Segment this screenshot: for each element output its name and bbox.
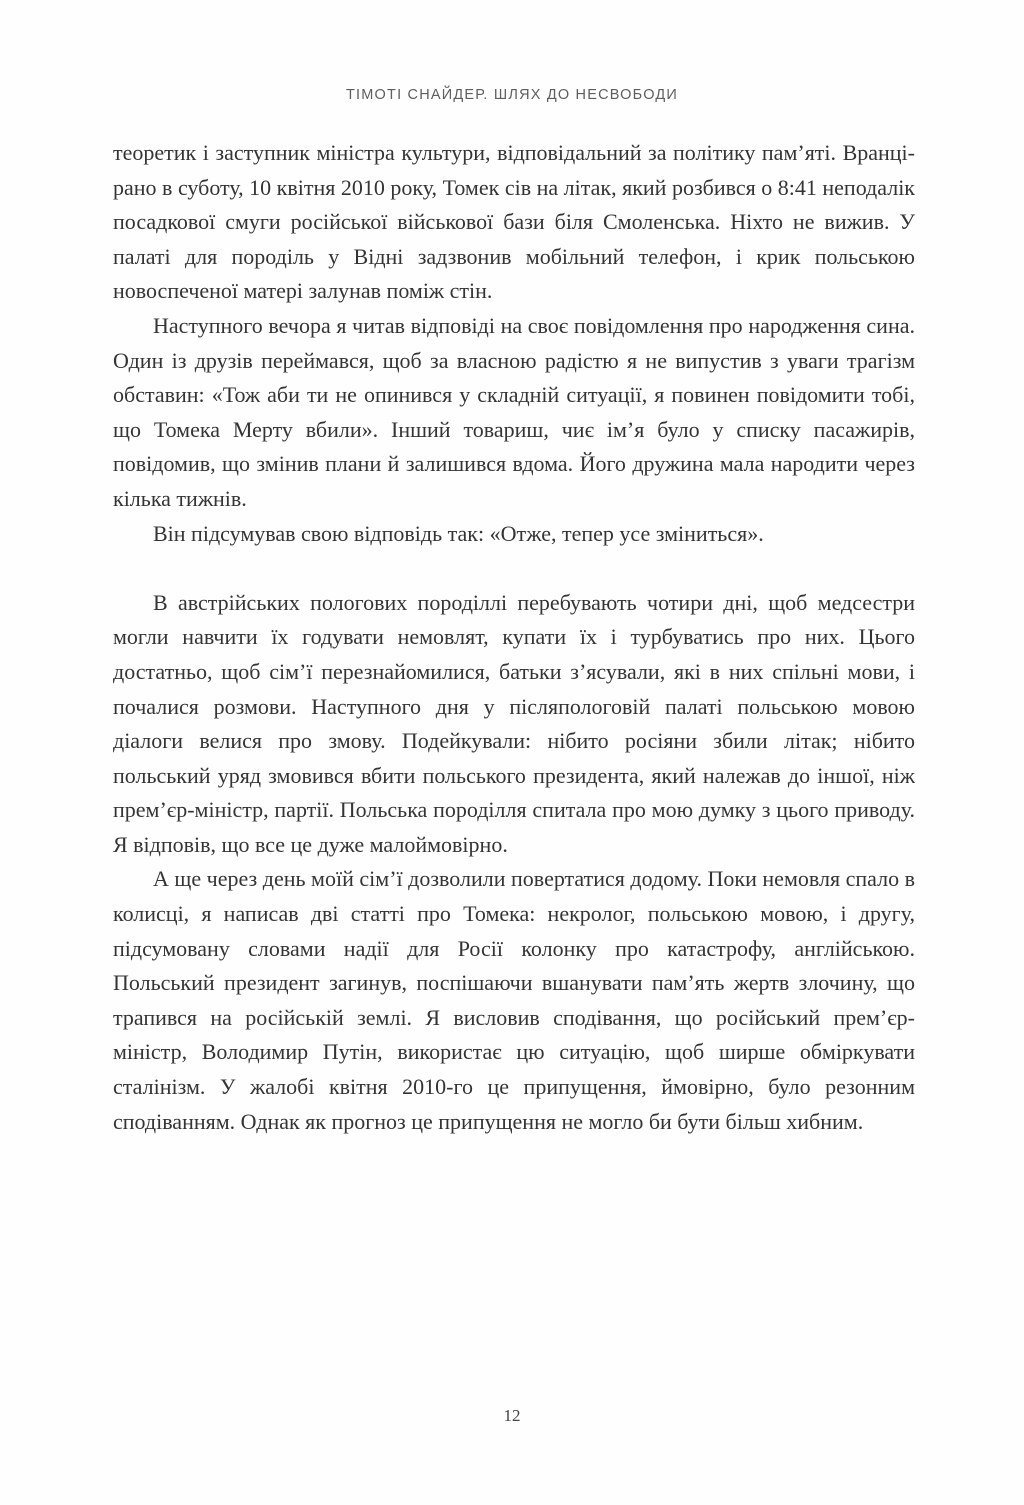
body-text [113,136,915,1139]
paragraph: В австрійських пологових породіллі перебувають чотири дні, щоб медсестри могли навчити їх годувати немовлят, купати їх і турбуватись про них. Цього достатньо, щоб сім’ї перезнайомилися, батьки з’ясували, які в них спільні мови, і почалися розмови. Наступного дня у післяпологовій палаті польською мовою діалоги велися про змову. Подейкували: нібито росіяни збили літак; нібито польський уряд змовився вбити польського президента, який належав до іншої, ніж прем’єр-міністр, партії. Польська породілля спитала про мою думку з цього приводу. Я відповів, що все це дуже малоймовірно. [113,589,915,857]
page-number: 12 [503,1406,521,1425]
paragraph: Він підсумував свою відповідь так: «Отже, тепер усе зміниться». [153,520,764,546]
paragraph: теоретик і заступник міністра культури, відповідальний за політику пам’яті. Вранці-рано в суботу, 10 квітня 2010 року, Томек сів на літак, який розбився о 8:41 неподалік посадкової смуги російської військової бази біля Смоленська. Ніхто не вижив. У палаті для породіль у Відні задзвонив мобільний телефон, і крик польською новоспеченої матері залунав поміж стін. [113,140,915,304]
running-header: ТІМОТІ СНАЙДЕР. ШЛЯХ ДО НЕСВОБОДИ [345,87,678,103]
paragraph: А ще через день моїй сім’ї дозволили повертатися додому. Поки немовля спало в колисці, я написав дві статті про Томека: некролог, польською мовою, і другу, підсумовану словами надії для Росії колонку про катастрофу, англійською. Польський президент загинув, поспішаючи вшанувати пам’ять жертв злочину, що трапився на російській землі. Я висловив сподівання, що російський прем’єр-міністр, Володимир Путін, використає цю ситуацію, щоб ширше обміркувати сталінізм. У жалобі квітня 2010-го це припущення, ймовірно, було резонним сподіванням. Однак як прогноз це припущення не могло би бути більш хибним. [113,866,915,1134]
paragraph: Наступного вечора я читав відповіді на своє повідомлення про народження сина. Один із друзів переймався, щоб за власною радістю я не випустив з уваги трагізм обставин: «Тож аби ти не опинився у складній ситуації, я повинен повідомити тобі, що Томека Мерту вбили». Інший товариш, чиє ім’я було у списку пасажирів, повідомив, що змінив плани й залишився вдома. Його дружина мала народити через кілька тижнів. [113,312,915,511]
